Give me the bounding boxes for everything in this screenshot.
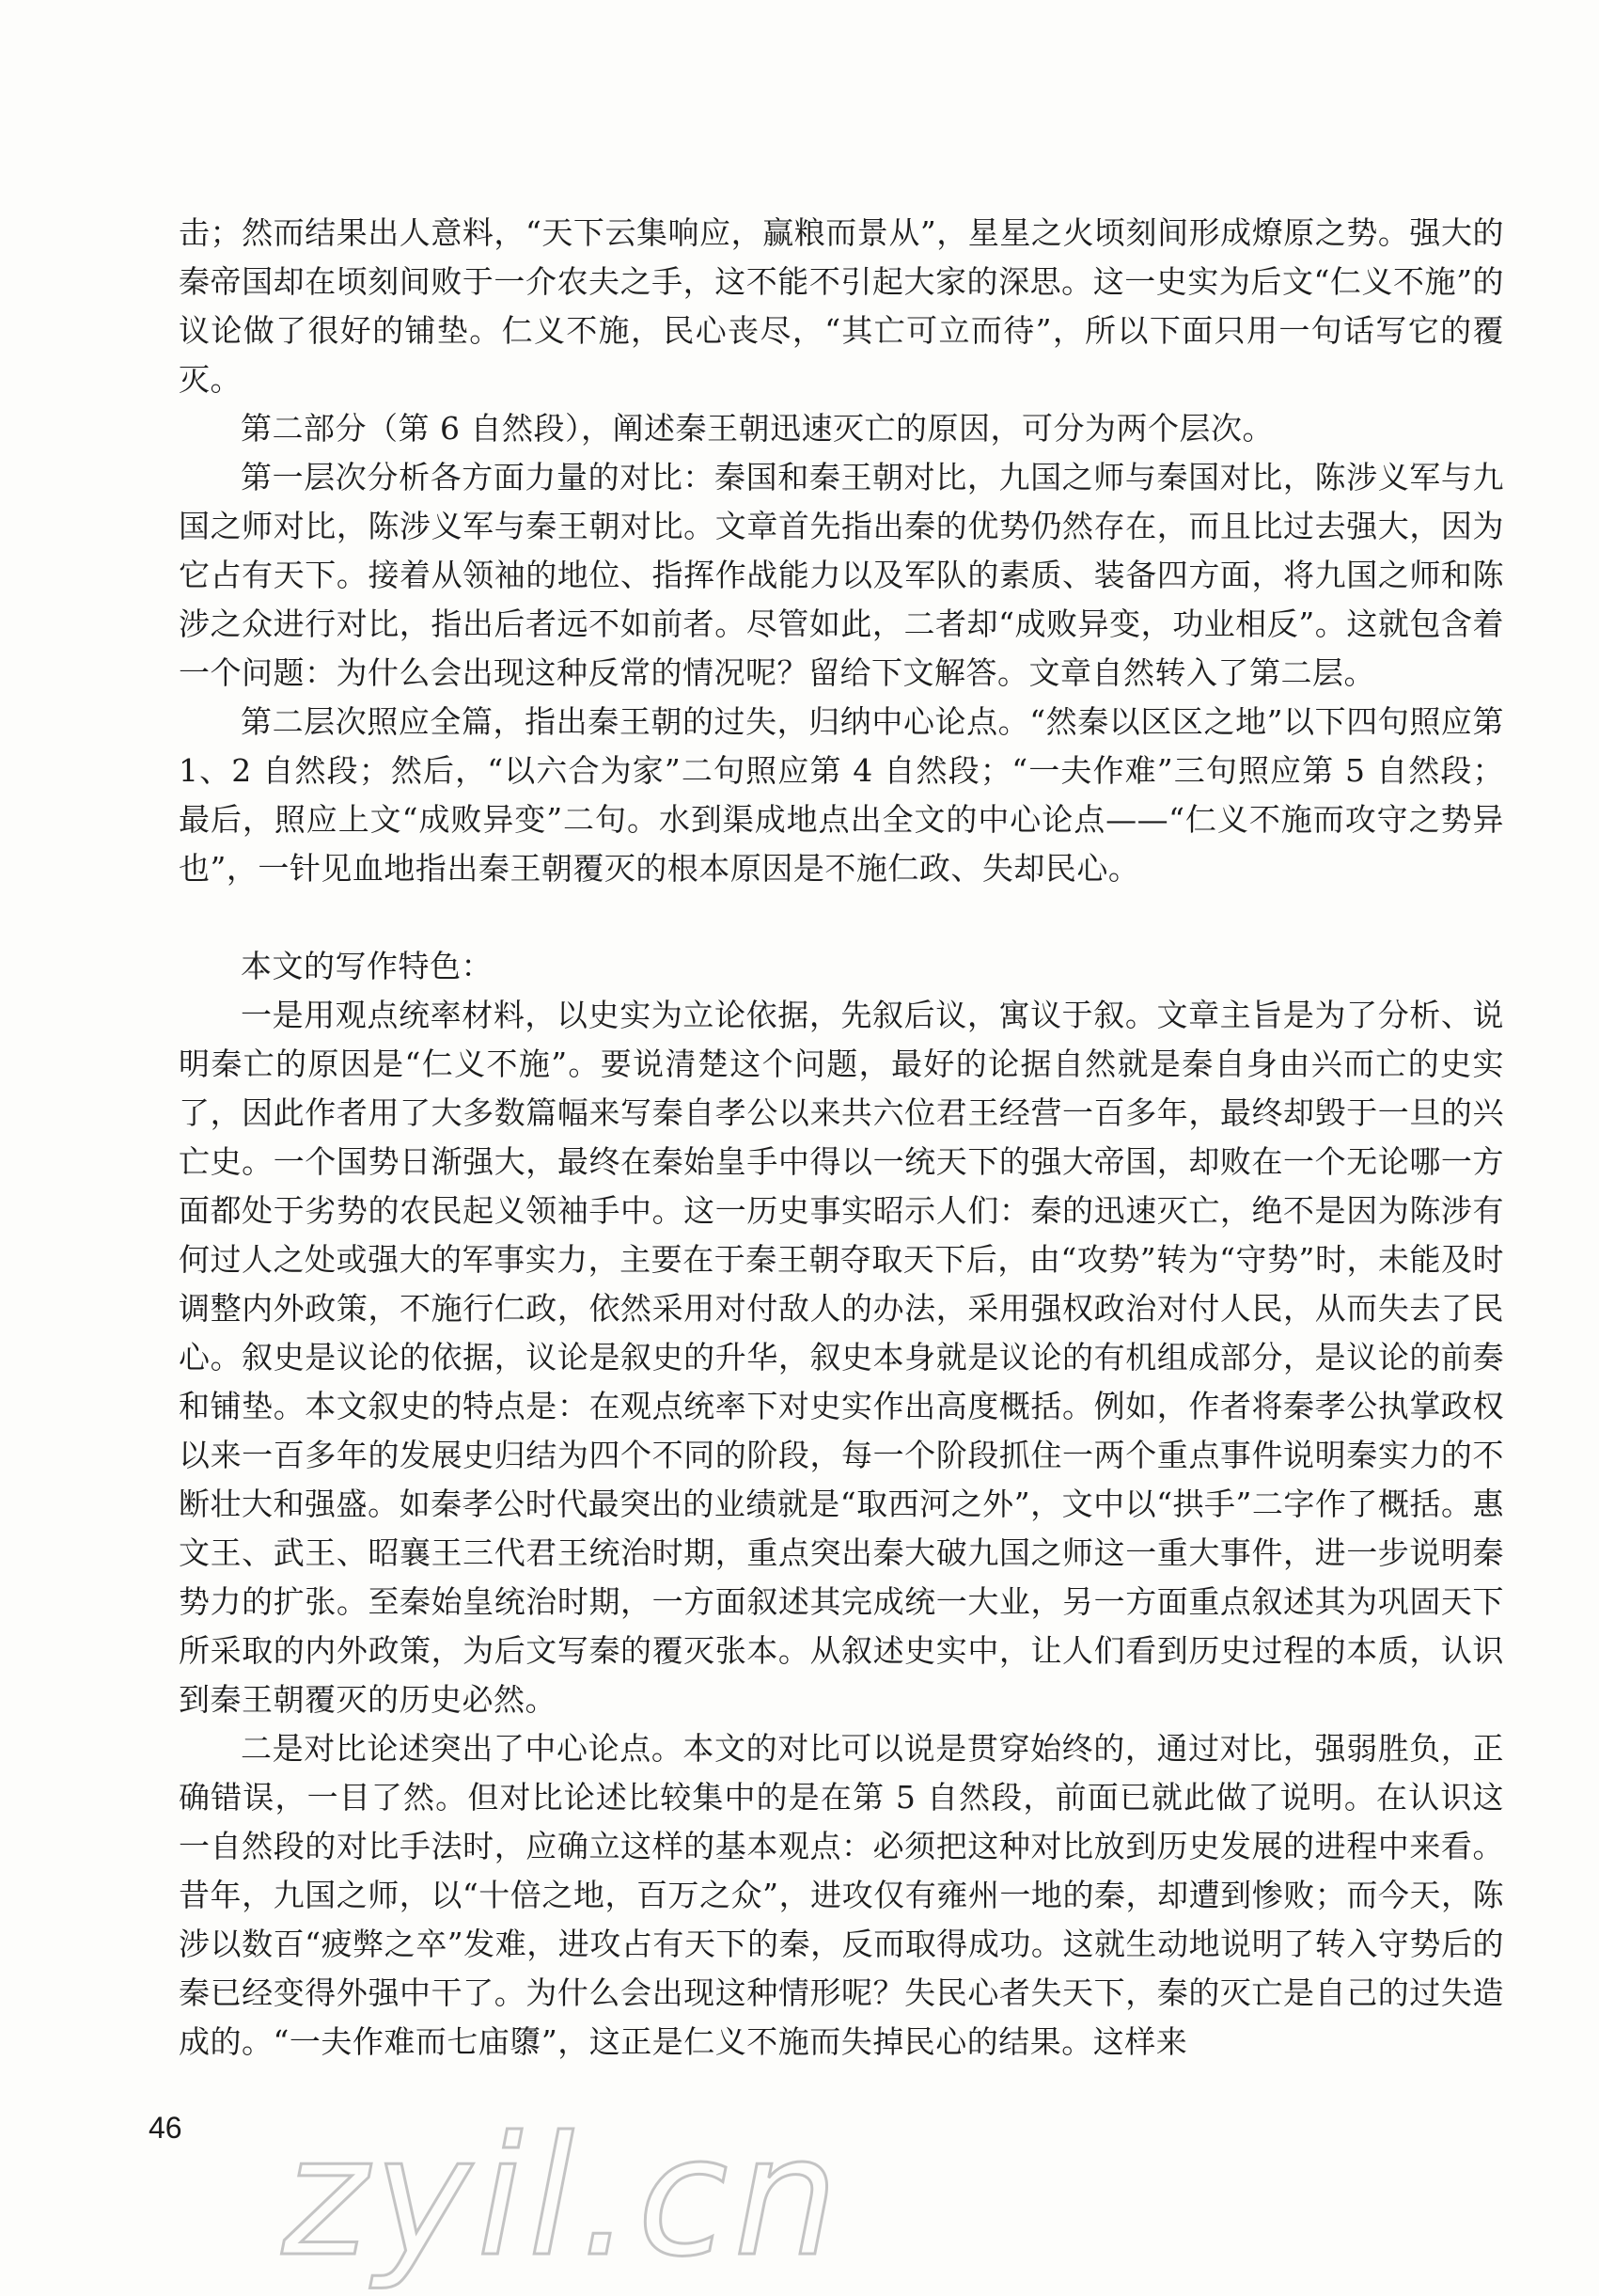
page-number: 46 — [149, 2111, 182, 2145]
paragraph-part-two: 第二部分（第 6 自然段），阐述秦王朝迅速灭亡的原因，可分为两个层次。 — [241, 410, 1274, 447]
paragraph-feature-one: 一是用观点统率材料，以史实为立论依据，先叙后议，寓议于叙。文章主旨是为了分析、说明秦亡的原因是“仁义不施”。要说清楚这个问题，最好的论据自然就是秦自身由兴而亡的史实了，因此作者用了大多数篇幅来写秦自孝公以来共六位君王经营一百多年，最终却毁于一旦的兴亡史。一个国势日渐强大，最终在秦始皇手中得以一统天下的强大帝国，却败在一个无论哪一方面都处于劣势的农民起义领袖手中。这一历史事实昭示人们：秦的迅速灭亡，绝不是因为陈涉有何过人之处或强大的军事实力，主要在于秦王朝夺取天下后，由“攻势”转为“守势”时，未能及时调整内外政策，不施行仁政，依然采用对付敌人的办法，采用强权政治对付人民，从而失去了民心。叙史是议论的依据，议论是叙史的升华，叙史本身就是议论的有机组成部分，是议论的前奏和铺垫。本文叙史的特点是：在观点统率下对史实作出高度概括。例如，作者将秦孝公执掌政权以来一百多年的发展史归结为四个不同的阶段，每一个阶段抓住一两个重点事件说明秦实力的不断壮大和强盛。如秦孝公时代最突出的业绩就是“取西河之外”，文中以“拱手”二字作了概括。惠文王、武王、昭襄王三代君王统治时期，重点突出秦大破九国之师这一重大事件，进一步说明秦势力的扩张。至秦始皇统治时期，一方面叙述其完成统一大业，另一方面重点叙述其为巩固天下所采取的内外政策，为后文写秦的覆灭张本。从叙述史实中，让人们看到历史过程的本质，认识到秦王朝覆灭的历史必然。 — [179, 997, 1504, 1718]
paragraph-gap — [179, 893, 1504, 942]
section-heading-writing-features: 本文的写作特色： — [241, 948, 493, 984]
watermark-logo: zyil.cn — [282, 2102, 844, 2293]
paragraph-level-one: 第一层次分析各方面力量的对比：秦国和秦王朝对比，九国之师与秦国对比，陈涉义军与九国之师对比，陈涉义军与秦王朝对比。文章首先指出秦的优势仍然存在，而且比过去强大，因为它占有天下。接着从领袖的地位、指挥作战能力以及军队的素质、装备四方面，将九国之师和陈涉之众进行对比，指出后者远不如前者。尽管如此，二者却“成败异变，功业相反”。这就包含着一个问题：为什么会出现这种反常的情况呢？留给下文解答。文章自然转入了第二层。 — [179, 459, 1504, 691]
page-body — [179, 209, 1504, 2067]
paragraph-level-two: 第二层次照应全篇，指出秦王朝的过失，归纳中心论点。“然秦以区区之地”以下四句照应第 1、2 自然段；然后，“以六合为家”二句照应第 4 自然段；“一夫作难”三句照应第 5 自然段；最后，照应上文“成败异变”二句。水到渠成地点出全文的中心论点——“仁义不施而攻守之势异也”，一针见血地指出秦王朝覆灭的根本原因是不施仁政、失却民心。 — [179, 703, 1504, 887]
paragraph-feature-two: 二是对比论述突出了中心论点。本文的对比可以说是贯穿始终的，通过对比，强弱胜负，正确错误，一目了然。但对比论述比较集中的是在第 5 自然段，前面已就此做了说明。在认识这一自然段的对比手法时，应确立这样的基本观点：必须把这种对比放到历史发展的进程中来看。昔年，九国之师，以“十倍之地，百万之众”，进攻仅有雍州一地的秦，却遭到惨败；而今天，陈涉以数百“疲弊之卒”发难，进攻占有天下的秦，反而取得成功。这就生动地说明了转入守势后的秦已经变得外强中干了。为什么会出现这种情形呢？失民心者失天下，秦的灭亡是自己的过失造成的。“一夫作难而七庙隳”，这正是仁义不施而失掉民心的结果。这样来 — [179, 1730, 1504, 2060]
paragraph-continuation: 击；然而结果出人意料，“天下云集响应，赢粮而景从”，星星之火顷刻间形成燎原之势。强大的秦帝国却在顷刻间败于一介农夫之手，这不能不引起大家的深思。这一史实为后文“仁义不施”的议论做了很好的铺垫。仁义不施，民心丧尽，“其亡可立而待”，所以下面只用一句话写它的覆灭。 — [179, 214, 1504, 398]
